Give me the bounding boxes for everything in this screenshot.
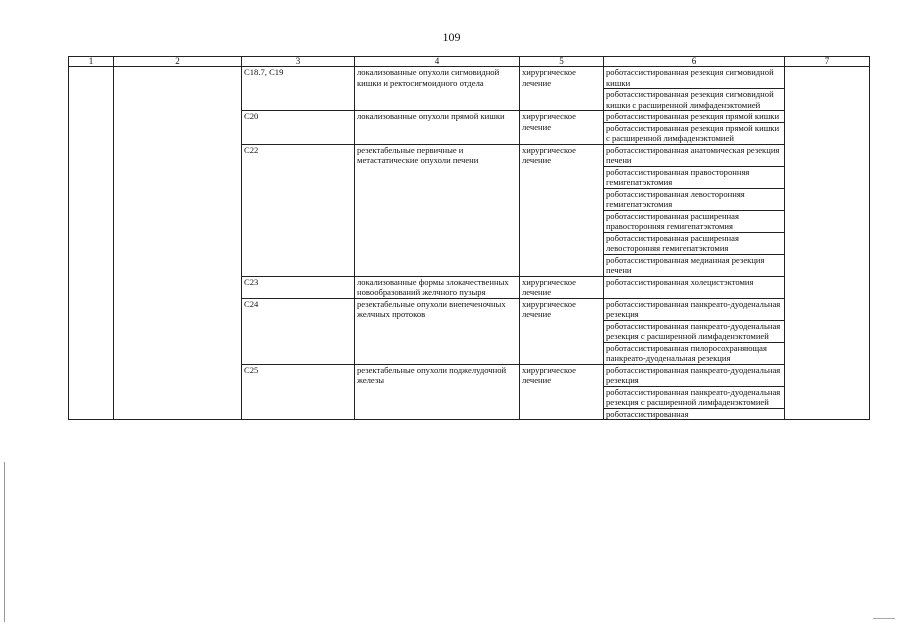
disease-cell: локализованные формы злокачественных новообразований желчного пузыря (355, 276, 520, 298)
col2-cell (114, 67, 242, 420)
code-cell: C23 (242, 276, 355, 298)
method-item: роботассистированная анатомическая резекция печени (604, 145, 784, 167)
method-item: роботассистированная резекция сигмовидной кишки (604, 67, 784, 89)
method-item: роботассистированная (606, 408, 689, 419)
methods-cell (604, 111, 785, 145)
code-cell: C24 (242, 298, 355, 364)
method-item: роботассистированная расширенная правосторонняя гемигепатэктомия (604, 211, 784, 233)
method-item: роботассистированная резекция прямой кишки (604, 111, 784, 123)
treatment-cell: хирургическое лечение (520, 276, 604, 298)
scan-margin-line (4, 462, 5, 622)
method-item: роботассистированная левосторонняя гемигепатэктомия (604, 189, 784, 211)
method-item: роботассистированная панкреато-дуоденальная резекция с расширенной лимфаденэктомией (604, 321, 784, 343)
col1-cell (69, 67, 114, 420)
disease-cell: локализованные опухоли сигмовидной кишки и ректосигмоидного отдела (355, 67, 520, 111)
method-item: роботассистированная панкреато-дуоденальная резекция с расширенной лимфаденэктомией (604, 387, 784, 409)
disease-cell: резектабельные опухоли внепеченочных желчных протоков (355, 298, 520, 364)
code-cell: C22 (242, 144, 355, 276)
methods-cell (604, 364, 785, 420)
methods-cell (604, 67, 785, 111)
page-number: 109 (442, 30, 461, 44)
method-item: роботассистированная холецистэктомия (606, 276, 754, 287)
code-cell: C18.7, C19 (242, 67, 355, 111)
treatment-cell: хирургическое лечение (520, 364, 604, 420)
method-item: роботассистированная расширенная левосторонняя гемигепатэктомия (604, 233, 784, 255)
methods-cell (604, 298, 785, 364)
disease-cell: резектабельные первичные и метастатические опухоли печени (355, 144, 520, 276)
treatment-cell: хирургическое лечение (520, 111, 604, 145)
treatment-cell: хирургическое лечение (520, 67, 604, 111)
method-item: роботассистированная резекция прямой кишки с расширенной лимфаденэктомией (606, 122, 780, 143)
code-cell: C25 (242, 364, 355, 420)
method-item: роботассистированная панкреато-дуоденальная резекция (604, 299, 784, 321)
procedures-table (68, 56, 870, 420)
method-item: роботассистированная резекция сигмовидной кишки с расширенной лимфаденэктомией (606, 89, 774, 110)
method-item: роботассистированная правосторонняя гемигепатэктомия (604, 167, 784, 189)
col-header-2: 2 (114, 57, 242, 67)
treatment-cell: хирургическое лечение (520, 298, 604, 364)
col-header-3: 3 (242, 57, 355, 67)
code-cell: C20 (242, 111, 355, 145)
method-item: роботассистированная панкреато-дуоденальная резекция (604, 365, 784, 387)
treatment-cell: хирургическое лечение (520, 144, 604, 276)
header-row (69, 57, 870, 67)
disease-cell: локализованные опухоли прямой кишки (355, 111, 520, 145)
col-header-6: 6 (604, 57, 785, 67)
col-header-7: 7 (785, 57, 870, 67)
disease-cell: резектабельные опухоли поджелудочной железы (355, 364, 520, 420)
col7-cell (785, 67, 870, 420)
methods-cell (604, 276, 785, 298)
col-header-5: 5 (520, 57, 604, 67)
table-row (69, 67, 870, 111)
method-item: роботассистированная пилоросохраняющая панкреато-дуоденальная резекция (606, 342, 767, 363)
col-header-4: 4 (355, 57, 520, 67)
method-item: роботассистированная медианная резекция печени (606, 254, 765, 275)
col-header-1: 1 (69, 57, 114, 67)
methods-cell (604, 144, 785, 276)
scan-corner-mark (873, 618, 895, 619)
